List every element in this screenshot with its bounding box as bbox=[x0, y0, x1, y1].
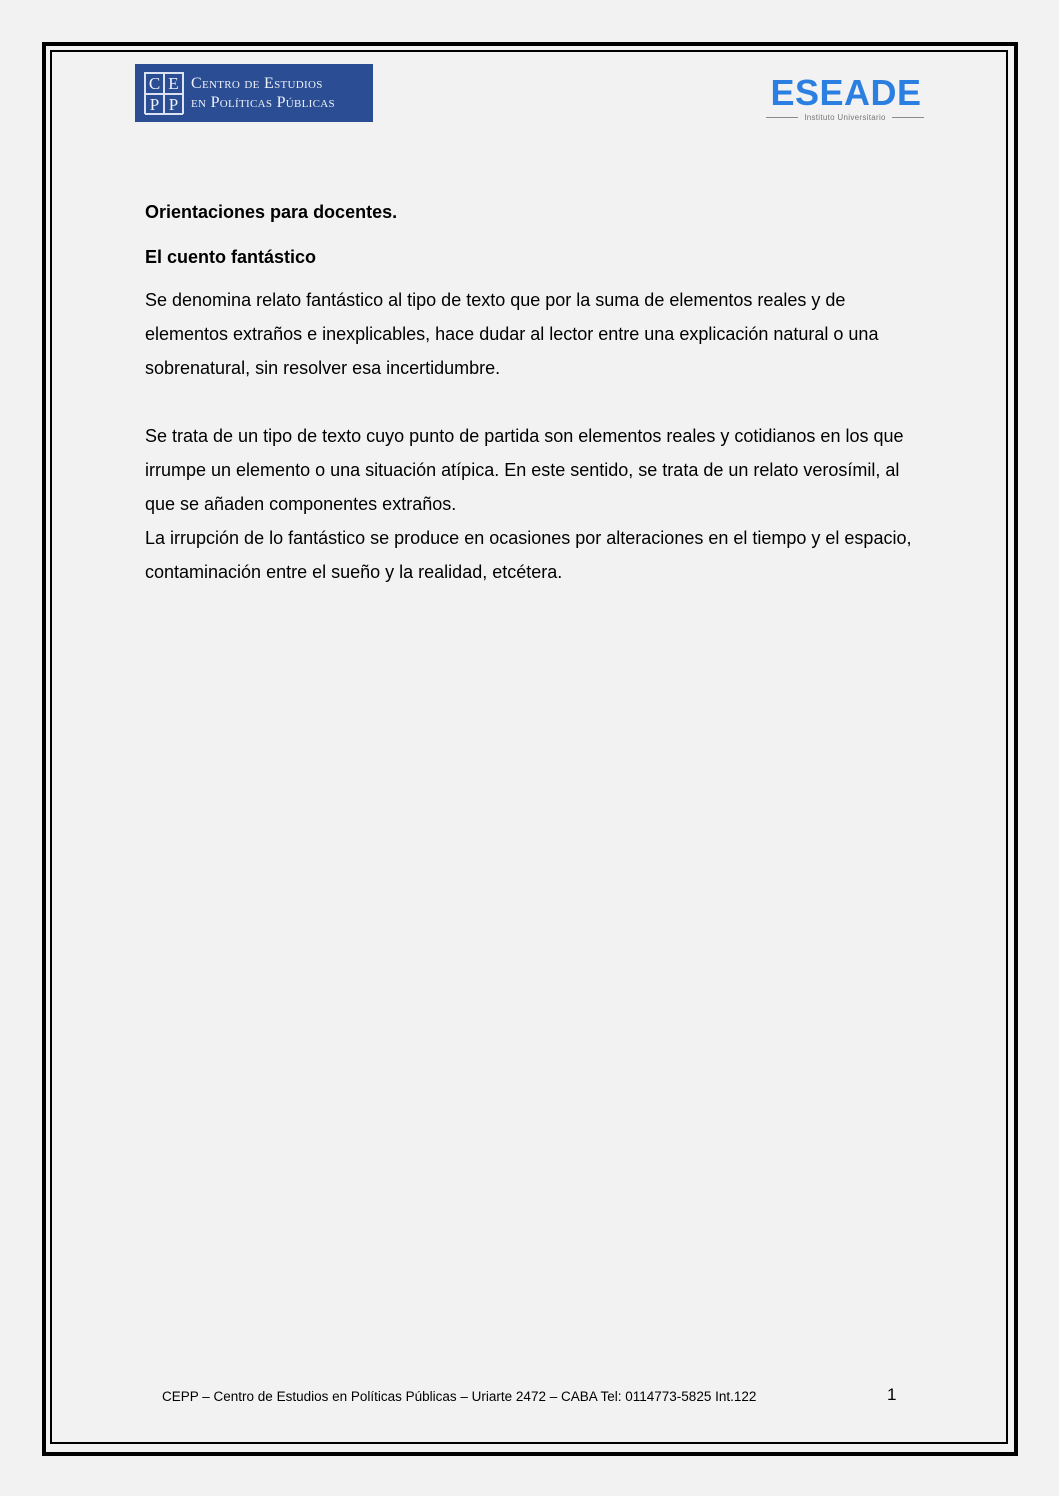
eseade-left-rule bbox=[766, 117, 798, 118]
cepp-logo-grid bbox=[144, 72, 184, 114]
eseade-logo-subtitle: Instituto Universitario bbox=[804, 112, 886, 122]
paragraph: Se denomina relato fantástico al tipo de texto que por la suma de elementos reales y de elementos extraños e inexplicables, hace dudar al lector entre una explicación natural o una sobrenatural, sin resolver esa incertidumbre. bbox=[145, 290, 879, 378]
cepp-logo-text bbox=[191, 74, 335, 112]
cepp-logo bbox=[135, 64, 373, 122]
cepp-grid-letter: P bbox=[164, 94, 183, 115]
eseade-logo-subtitle-row bbox=[766, 112, 924, 122]
cepp-logo-line1: Centro de Estudios bbox=[191, 75, 323, 92]
paragraph: La irrupción de lo fantástico se produce en ocasiones por alteraciones en el tiempo y el espacio, contaminación entre el sueño y la realidad, etcétera. bbox=[145, 528, 912, 582]
page-number: 1 bbox=[887, 1385, 897, 1404]
document-title: Orientaciones para docentes. bbox=[145, 202, 398, 222]
document-subtitle: El cuento fantástico bbox=[145, 247, 317, 267]
document-body bbox=[145, 198, 915, 589]
cepp-grid-letter: C bbox=[145, 73, 164, 94]
cepp-logo-line2: en Políticas Públicas bbox=[191, 94, 335, 111]
eseade-logo bbox=[766, 74, 926, 124]
footer-address: CEPP – Centro de Estudios en Políticas Públicas – Uriarte 2472 – CABA Tel: 0114773-5825 Int.122 bbox=[162, 1389, 757, 1404]
eseade-logo-name: ESEADE bbox=[770, 72, 922, 113]
cepp-grid-letter: E bbox=[164, 73, 183, 94]
cepp-grid-letter: P bbox=[145, 94, 164, 115]
paragraph: Se trata de un tipo de texto cuyo punto de partida son elementos reales y cotidianos en los que irrumpe un elemento o una situación atípica. En este sentido, se trata de un relato verosímil, al que se añaden componentes extraños. bbox=[145, 426, 904, 514]
eseade-right-rule bbox=[892, 117, 924, 118]
